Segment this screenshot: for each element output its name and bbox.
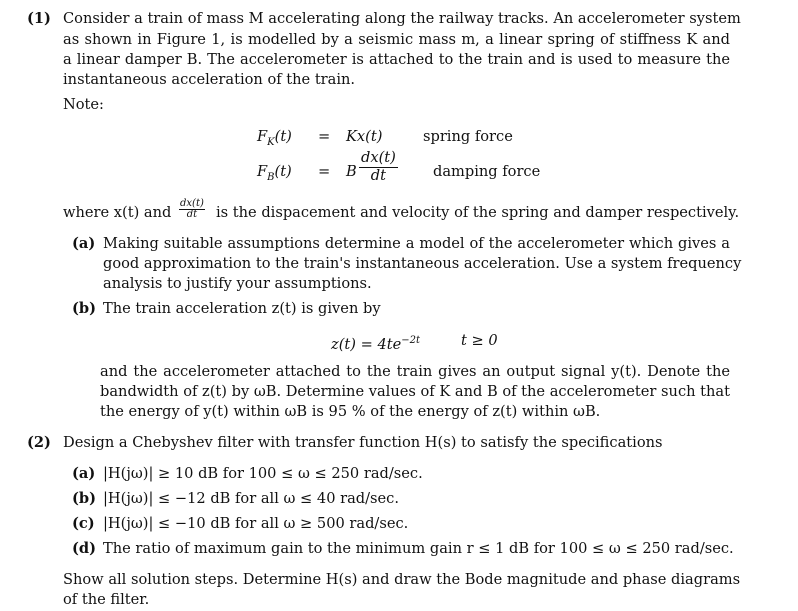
q2-intro: Design a Chebyshev filter with transfer function H(s) to satisfy the specifications [63,434,663,451]
q1b-line-2: and the accelerometer attached to the train gives an output signal y(t). Denote the [100,363,730,380]
eq2-equals: = [318,163,331,180]
q1-intro-line-4: instantaneous acceleration of the train. [63,71,356,88]
q2b-label: (b) [72,490,97,507]
eq2-fraction-denominator: dt [370,166,387,184]
q1a-label: (a) [72,235,96,252]
q2-label: (2) [27,434,51,451]
eq2-coefficient: B [346,163,357,180]
q2b-text: |H(jω)| ≤ −12 dB for all ω ≤ 40 rad/sec. [103,490,399,507]
eq2-fraction-numerator: dx(t) [361,149,396,166]
q1a-line-2: good approximation to the train's instantaneous acceleration. Use a system frequency [103,255,742,272]
q1b-line-1: The train acceleration z(t) is given by [103,300,381,317]
q2c-label: (c) [72,515,95,532]
q1a-line-3: analysis to justify your assumptions. [103,275,372,292]
eq1-lhs: $F_K(t)$ [257,128,292,148]
eq1-description: spring force [423,128,513,145]
q1b-line-4: the energy of y(t) within ωB is 95 % of the energy of z(t) within ωB. [100,403,601,420]
velocity-fraction-numerator: dx(t) [180,198,204,209]
q1-intro-line-3: a linear damper B. The accelerometer is attached to the train and is used to measure the [63,51,730,68]
q1-intro-line-2: as shown in Figure 1, is modelled by a seismic mass m, a linear spring of stiffness K and [63,31,730,48]
acceleration-condition: t ≥ 0 [461,332,498,349]
q2-closing-line-2: of the filter. [63,591,150,608]
eq2-derivative-fraction [359,151,398,183]
q2-closing-line-1: Show all solution steps. Determine H(s) and draw the Bode magnitude and phase diagrams [63,571,741,588]
q2a-text: |H(jω)| ≥ 10 dB for 100 ≤ ω ≤ 250 rad/sec. [103,465,423,482]
q2d-label: (d) [72,540,97,557]
where-text-pre: where x(t) and [63,204,172,221]
eq2-lhs: $F_B(t)$ [257,163,292,183]
q2a-label: (a) [72,465,96,482]
acceleration-equation-base: z(t) = 4te [331,335,402,353]
where-text-post: is the dispacement and velocity of the spring and damper respectively. [216,204,740,221]
q1b-label: (b) [72,300,97,317]
eq1-rhs: Kx(t) [346,128,383,145]
velocity-fraction [179,199,205,220]
q1-label: (1) [27,10,51,27]
q1a-line-1: Making suitable assumptions determine a model of the accelerometer which gives a [103,235,730,252]
note-label: Note: [63,96,104,113]
q1b-line-3: bandwidth of z(t) by ωB. Determine values of K and B of the accelerometer such that [100,383,730,400]
q2d-text: The ratio of maximum gain to the minimum gain r ≤ 1 dB for 100 ≤ ω ≤ 250 rad/sec. [103,540,734,557]
eq1-equals: = [318,128,331,145]
eq2-description: damping force [433,163,541,180]
acceleration-equation [331,331,420,355]
q2c-text: |H(jω)| ≤ −10 dB for all ω ≥ 500 rad/sec. [103,515,409,532]
acceleration-equation-exponent: −2t [401,335,420,346]
q1-intro-line-1: Consider a train of mass M accelerating along the railway tracks. An accelerometer system [63,10,741,27]
velocity-fraction-denominator: dt [186,209,198,220]
